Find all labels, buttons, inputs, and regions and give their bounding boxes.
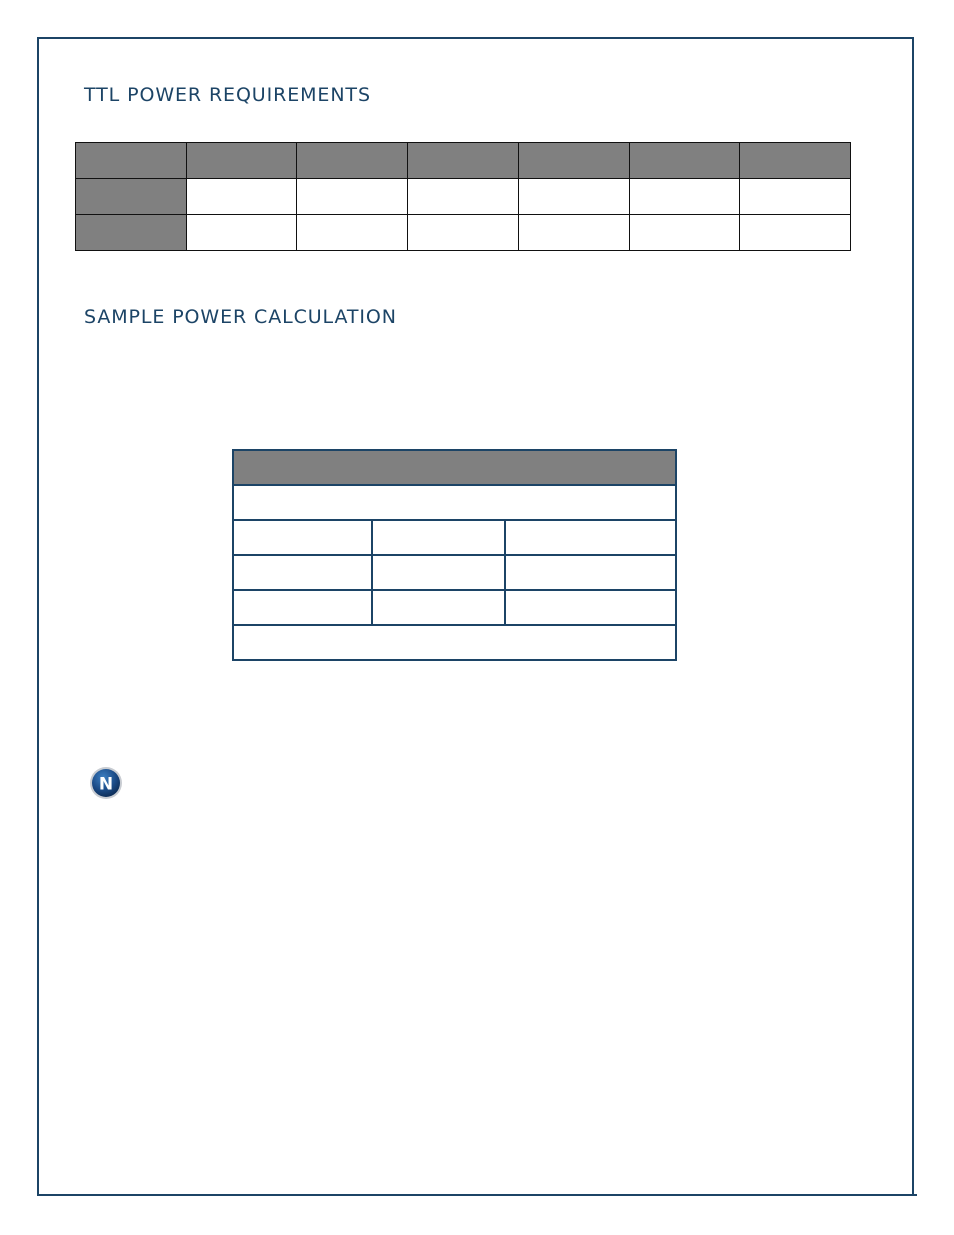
- ttl-power-table: [75, 142, 851, 251]
- table-row: [233, 450, 676, 485]
- table-cell: [233, 555, 372, 590]
- table-cell: [518, 143, 629, 179]
- table-cell: [297, 143, 408, 179]
- table-cell: [372, 590, 505, 625]
- table-row: [76, 143, 851, 179]
- table-cell: [629, 179, 740, 215]
- table-cell: [233, 590, 372, 625]
- table-cell: [372, 555, 505, 590]
- table-cell: [372, 520, 505, 555]
- svg-text:N: N: [98, 774, 114, 795]
- table-cell: [186, 215, 297, 251]
- table-row: [233, 520, 676, 555]
- table-cell: [505, 520, 676, 555]
- table-row: [76, 215, 851, 251]
- table-cell: [518, 215, 629, 251]
- sample-power-calculation-heading: SAMPLE POWER CALCULATION: [84, 306, 397, 328]
- table-cell: [76, 215, 187, 251]
- table-cell: [629, 143, 740, 179]
- table-cell: [505, 590, 676, 625]
- table-row: [233, 485, 676, 520]
- table-cell: [408, 143, 519, 179]
- table-row: [76, 179, 851, 215]
- table-row: [233, 590, 676, 625]
- ttl-power-requirements-heading: TTL POWER REQUIREMENTS: [84, 84, 371, 106]
- table-cell: [233, 625, 676, 660]
- sample-power-table: [232, 449, 677, 661]
- table-row: [233, 555, 676, 590]
- table-cell: [408, 215, 519, 251]
- table-header-cell: [233, 450, 676, 485]
- table-cell: [186, 143, 297, 179]
- table-cell: [740, 143, 851, 179]
- table-cell: [518, 179, 629, 215]
- table-cell: [76, 179, 187, 215]
- note-icon: [89, 766, 123, 800]
- table-cell: [740, 179, 851, 215]
- page-bottom-rule: [37, 1194, 917, 1196]
- table-cell: [233, 520, 372, 555]
- table-cell: [408, 179, 519, 215]
- table-cell: [297, 215, 408, 251]
- table-cell: [740, 215, 851, 251]
- table-cell: [186, 179, 297, 215]
- table-cell: [629, 215, 740, 251]
- table-cell: [297, 179, 408, 215]
- table-cell: [505, 555, 676, 590]
- table-row: [233, 625, 676, 660]
- table-cell: [76, 143, 187, 179]
- table-cell: [233, 485, 676, 520]
